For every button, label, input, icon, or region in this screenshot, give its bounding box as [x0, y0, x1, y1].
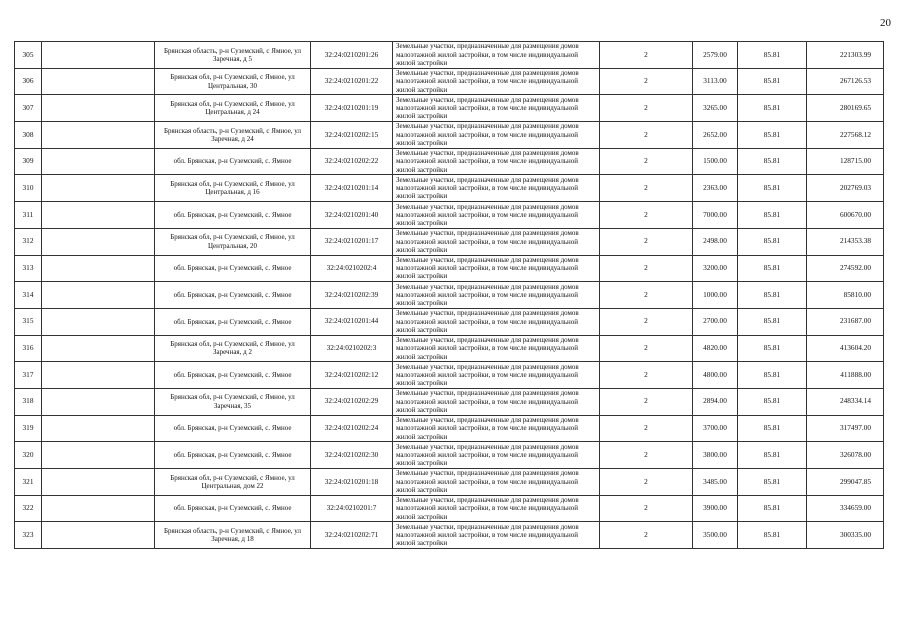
address-cell: Брянская обл, р-н Суземский, с Ямное, ул Центральная, д 16: [155, 175, 311, 202]
rate-cell: 85.81: [738, 415, 807, 442]
address-cell: обл. Брянская, р-н Суземский, с. Ямное: [155, 282, 311, 309]
table-row: [15, 335, 884, 362]
category-cell: 2: [600, 202, 693, 229]
cadastral-number-cell: 32:24:0210201:17: [311, 228, 393, 255]
cadastral-number-cell: 32:24:0210202:4: [311, 255, 393, 282]
cadastral-value-cell: 274592.00: [807, 255, 884, 282]
empty-cell: [42, 95, 155, 122]
empty-cell: [42, 68, 155, 95]
address-cell: обл. Брянская, р-н Суземский, с. Ямное: [155, 255, 311, 282]
category-cell: 2: [600, 282, 693, 309]
empty-cell: [42, 282, 155, 309]
row-number-cell: 306: [15, 68, 42, 95]
address-cell: Брянская обл, р-н Суземский, с Ямное, ул Центральная, 20: [155, 228, 311, 255]
purpose-cell: Земельные участки, предназначенные для размещения домов малоэтажной жилой застройки, в том числе индивидуальной жилой застройки: [393, 148, 600, 175]
cadastral-value-cell: 600670.00: [807, 202, 884, 229]
empty-cell: [42, 495, 155, 522]
cadastral-number-cell: 32:24:0210202:24: [311, 415, 393, 442]
row-number-cell: 322: [15, 495, 42, 522]
empty-cell: [42, 308, 155, 335]
cadastral-number-cell: 32:24:0210202:12: [311, 362, 393, 389]
address-cell: Брянская обл, р-н Суземский, с Ямное, ул Заречная, д 2: [155, 335, 311, 362]
rate-cell: 85.81: [738, 202, 807, 229]
rate-cell: 85.81: [738, 95, 807, 122]
cadastral-number-cell: 32:24:0210202:30: [311, 442, 393, 469]
rate-cell: 85.81: [738, 255, 807, 282]
empty-cell: [42, 202, 155, 229]
cadastral-value-cell: 221303.99: [807, 42, 884, 69]
empty-cell: [42, 522, 155, 549]
area-cell: 2652.00: [693, 122, 738, 149]
rate-cell: 85.81: [738, 308, 807, 335]
cadastral-value-cell: 300335.00: [807, 522, 884, 549]
cadastral-value-cell: 128715.00: [807, 148, 884, 175]
rate-cell: 85.81: [738, 282, 807, 309]
row-number-cell: 309: [15, 148, 42, 175]
empty-cell: [42, 122, 155, 149]
cadastral-number-cell: 32:24:0210201:26: [311, 42, 393, 69]
row-number-cell: 307: [15, 95, 42, 122]
category-cell: 2: [600, 148, 693, 175]
rate-cell: 85.81: [738, 335, 807, 362]
cadastral-number-cell: 32:24:0210201:22: [311, 68, 393, 95]
cadastral-number-cell: 32:24:0210202:39: [311, 282, 393, 309]
land-plots-table: [14, 41, 884, 549]
area-cell: 2894.00: [693, 388, 738, 415]
rate-cell: 85.81: [738, 228, 807, 255]
purpose-cell: Земельные участки, предназначенные для размещения домов малоэтажной жилой застройки, в том числе индивидуальной жилой застройки: [393, 442, 600, 469]
area-cell: 4800.00: [693, 362, 738, 389]
area-cell: 2579.00: [693, 42, 738, 69]
row-number-cell: 312: [15, 228, 42, 255]
table-row: [15, 202, 884, 229]
rate-cell: 85.81: [738, 362, 807, 389]
purpose-cell: Земельные участки, предназначенные для размещения домов малоэтажной жилой застройки, в том числе индивидуальной жилой застройки: [393, 495, 600, 522]
category-cell: 2: [600, 228, 693, 255]
category-cell: 2: [600, 442, 693, 469]
table-row: [15, 469, 884, 496]
empty-cell: [42, 148, 155, 175]
table-body: [15, 42, 884, 549]
empty-cell: [42, 415, 155, 442]
cadastral-value-cell: 85810.00: [807, 282, 884, 309]
table-row: [15, 282, 884, 309]
category-cell: 2: [600, 495, 693, 522]
empty-cell: [42, 255, 155, 282]
cadastral-number-cell: 32:24:0210202:22: [311, 148, 393, 175]
cadastral-value-cell: 413604.20: [807, 335, 884, 362]
cadastral-number-cell: 32:24:0210201:44: [311, 308, 393, 335]
cadastral-value-cell: 411888.00: [807, 362, 884, 389]
address-cell: обл. Брянская, р-н Суземский, с. Ямное: [155, 362, 311, 389]
category-cell: 2: [600, 175, 693, 202]
area-cell: 3500.00: [693, 522, 738, 549]
area-cell: 3113.00: [693, 68, 738, 95]
empty-cell: [42, 388, 155, 415]
rate-cell: 85.81: [738, 522, 807, 549]
cadastral-number-cell: 32:24:0210202:3: [311, 335, 393, 362]
cadastral-value-cell: 334659.00: [807, 495, 884, 522]
purpose-cell: Земельные участки, предназначенные для размещения домов малоэтажной жилой застройки, в том числе индивидуальной жилой застройки: [393, 95, 600, 122]
cadastral-number-cell: 32:24:0210201:7: [311, 495, 393, 522]
purpose-cell: Земельные участки, предназначенные для размещения домов малоэтажной жилой застройки, в том числе индивидуальной жилой застройки: [393, 175, 600, 202]
cadastral-number-cell: 32:24:0210202:15: [311, 122, 393, 149]
cadastral-value-cell: 202769.03: [807, 175, 884, 202]
category-cell: 2: [600, 362, 693, 389]
cadastral-value-cell: 248334.14: [807, 388, 884, 415]
address-cell: Брянская область, р-н Суземский, с Ямное, ул Заречная, д 5: [155, 42, 311, 69]
area-cell: 3200.00: [693, 255, 738, 282]
area-cell: 3700.00: [693, 415, 738, 442]
address-cell: обл. Брянская, р-н Суземский, с. Ямное: [155, 442, 311, 469]
address-cell: Брянская обл, р-н Суземский, с Ямное, ул Центральная, 30: [155, 68, 311, 95]
category-cell: 2: [600, 95, 693, 122]
rate-cell: 85.81: [738, 388, 807, 415]
rate-cell: 85.81: [738, 442, 807, 469]
cadastral-value-cell: 280169.65: [807, 95, 884, 122]
table-row: [15, 175, 884, 202]
table-row: [15, 255, 884, 282]
address-cell: обл. Брянская, р-н Суземский, с. Ямное: [155, 415, 311, 442]
cadastral-value-cell: 267126.53: [807, 68, 884, 95]
address-cell: обл. Брянская, р-н Суземский, с. Ямное: [155, 202, 311, 229]
address-cell: Брянская обл, р-н Суземский, с Ямное, ул Центральная, дом 22: [155, 469, 311, 496]
table-row: [15, 68, 884, 95]
category-cell: 2: [600, 122, 693, 149]
area-cell: 3800.00: [693, 442, 738, 469]
address-cell: обл. Брянская, р-н Суземский, с. Ямное: [155, 308, 311, 335]
table-row: [15, 415, 884, 442]
cadastral-value-cell: 299047.85: [807, 469, 884, 496]
table-row: [15, 362, 884, 389]
rate-cell: 85.81: [738, 68, 807, 95]
table-row: [15, 122, 884, 149]
row-number-cell: 313: [15, 255, 42, 282]
category-cell: 2: [600, 335, 693, 362]
cadastral-number-cell: 32:24:0210201:18: [311, 469, 393, 496]
area-cell: 2498.00: [693, 228, 738, 255]
row-number-cell: 320: [15, 442, 42, 469]
rate-cell: 85.81: [738, 122, 807, 149]
empty-cell: [42, 42, 155, 69]
page-number: 20: [880, 17, 891, 29]
category-cell: 2: [600, 388, 693, 415]
table-row: [15, 388, 884, 415]
address-cell: Брянская область, р-н Суземский, с Ямное, ул Заречная, д 24: [155, 122, 311, 149]
table-row: [15, 95, 884, 122]
cadastral-value-cell: 317497.00: [807, 415, 884, 442]
table-row: [15, 308, 884, 335]
purpose-cell: Земельные участки, предназначенные для размещения домов малоэтажной жилой застройки, в том числе индивидуальной жилой застройки: [393, 122, 600, 149]
cadastral-value-cell: 214353.38: [807, 228, 884, 255]
purpose-cell: Земельные участки, предназначенные для размещения домов малоэтажной жилой застройки, в том числе индивидуальной жилой застройки: [393, 228, 600, 255]
area-cell: 2363.00: [693, 175, 738, 202]
empty-cell: [42, 228, 155, 255]
table-row: [15, 442, 884, 469]
purpose-cell: Земельные участки, предназначенные для размещения домов малоэтажной жилой застройки, в том числе индивидуальной жилой застройки: [393, 282, 600, 309]
address-cell: обл. Брянская, р-н Суземский, с. Ямное: [155, 495, 311, 522]
purpose-cell: Земельные участки, предназначенные для размещения домов малоэтажной жилой застройки, в том числе индивидуальной жилой застройки: [393, 522, 600, 549]
cadastral-number-cell: 32:24:0210201:14: [311, 175, 393, 202]
cadastral-number-cell: 32:24:0210202:71: [311, 522, 393, 549]
area-cell: 1500.00: [693, 148, 738, 175]
table-row: [15, 42, 884, 69]
area-cell: 2700.00: [693, 308, 738, 335]
category-cell: 2: [600, 68, 693, 95]
rate-cell: 85.81: [738, 148, 807, 175]
empty-cell: [42, 469, 155, 496]
cadastral-number-cell: 32:24:0210201:19: [311, 95, 393, 122]
rate-cell: 85.81: [738, 175, 807, 202]
row-number-cell: 310: [15, 175, 42, 202]
purpose-cell: Земельные участки, предназначенные для размещения домов малоэтажной жилой застройки, в том числе индивидуальной жилой застройки: [393, 42, 600, 69]
purpose-cell: Земельные участки, предназначенные для размещения домов малоэтажной жилой застройки, в том числе индивидуальной жилой застройки: [393, 68, 600, 95]
row-number-cell: 317: [15, 362, 42, 389]
row-number-cell: 318: [15, 388, 42, 415]
purpose-cell: Земельные участки, предназначенные для размещения домов малоэтажной жилой застройки, в том числе индивидуальной жилой застройки: [393, 202, 600, 229]
category-cell: 2: [600, 415, 693, 442]
row-number-cell: 308: [15, 122, 42, 149]
category-cell: 2: [600, 308, 693, 335]
cadastral-value-cell: 227568.12: [807, 122, 884, 149]
address-cell: Брянская область, р-н Суземский, с Ямное, ул Заречная, д 18: [155, 522, 311, 549]
address-cell: обл. Брянская, р-н Суземский, с. Ямное: [155, 148, 311, 175]
area-cell: 3265.00: [693, 95, 738, 122]
row-number-cell: 305: [15, 42, 42, 69]
rate-cell: 85.81: [738, 495, 807, 522]
purpose-cell: Земельные участки, предназначенные для размещения домов малоэтажной жилой застройки, в том числе индивидуальной жилой застройки: [393, 388, 600, 415]
row-number-cell: 319: [15, 415, 42, 442]
empty-cell: [42, 335, 155, 362]
category-cell: 2: [600, 255, 693, 282]
area-cell: 3485.00: [693, 469, 738, 496]
area-cell: 4820.00: [693, 335, 738, 362]
purpose-cell: Земельные участки, предназначенные для размещения домов малоэтажной жилой застройки, в том числе индивидуальной жилой застройки: [393, 308, 600, 335]
rate-cell: 85.81: [738, 469, 807, 496]
row-number-cell: 316: [15, 335, 42, 362]
purpose-cell: Земельные участки, предназначенные для размещения домов малоэтажной жилой застройки, в том числе индивидуальной жилой застройки: [393, 255, 600, 282]
area-cell: 1000.00: [693, 282, 738, 309]
area-cell: 3900.00: [693, 495, 738, 522]
category-cell: 2: [600, 469, 693, 496]
purpose-cell: Земельные участки, предназначенные для размещения домов малоэтажной жилой застройки, в том числе индивидуальной жилой застройки: [393, 362, 600, 389]
table-row: [15, 228, 884, 255]
table-row: [15, 148, 884, 175]
empty-cell: [42, 442, 155, 469]
empty-cell: [42, 362, 155, 389]
cadastral-value-cell: 326078.00: [807, 442, 884, 469]
row-number-cell: 321: [15, 469, 42, 496]
row-number-cell: 311: [15, 202, 42, 229]
empty-cell: [42, 175, 155, 202]
row-number-cell: 315: [15, 308, 42, 335]
area-cell: 7000.00: [693, 202, 738, 229]
cadastral-number-cell: 32:24:0210202:29: [311, 388, 393, 415]
row-number-cell: 314: [15, 282, 42, 309]
cadastral-value-cell: 231687.00: [807, 308, 884, 335]
cadastral-number-cell: 32:24:0210201:40: [311, 202, 393, 229]
rate-cell: 85.81: [738, 42, 807, 69]
address-cell: Брянская обл, р-н Суземский, с Ямное, ул Заречная, 35: [155, 388, 311, 415]
table-row: [15, 495, 884, 522]
address-cell: Брянская обл, р-н Суземский, с Ямное, ул Центральная, д 24: [155, 95, 311, 122]
row-number-cell: 323: [15, 522, 42, 549]
category-cell: 2: [600, 522, 693, 549]
category-cell: 2: [600, 42, 693, 69]
purpose-cell: Земельные участки, предназначенные для размещения домов малоэтажной жилой застройки, в том числе индивидуальной жилой застройки: [393, 469, 600, 496]
table-row: [15, 522, 884, 549]
purpose-cell: Земельные участки, предназначенные для размещения домов малоэтажной жилой застройки, в том числе индивидуальной жилой застройки: [393, 415, 600, 442]
purpose-cell: Земельные участки, предназначенные для размещения домов малоэтажной жилой застройки, в том числе индивидуальной жилой застройки: [393, 335, 600, 362]
